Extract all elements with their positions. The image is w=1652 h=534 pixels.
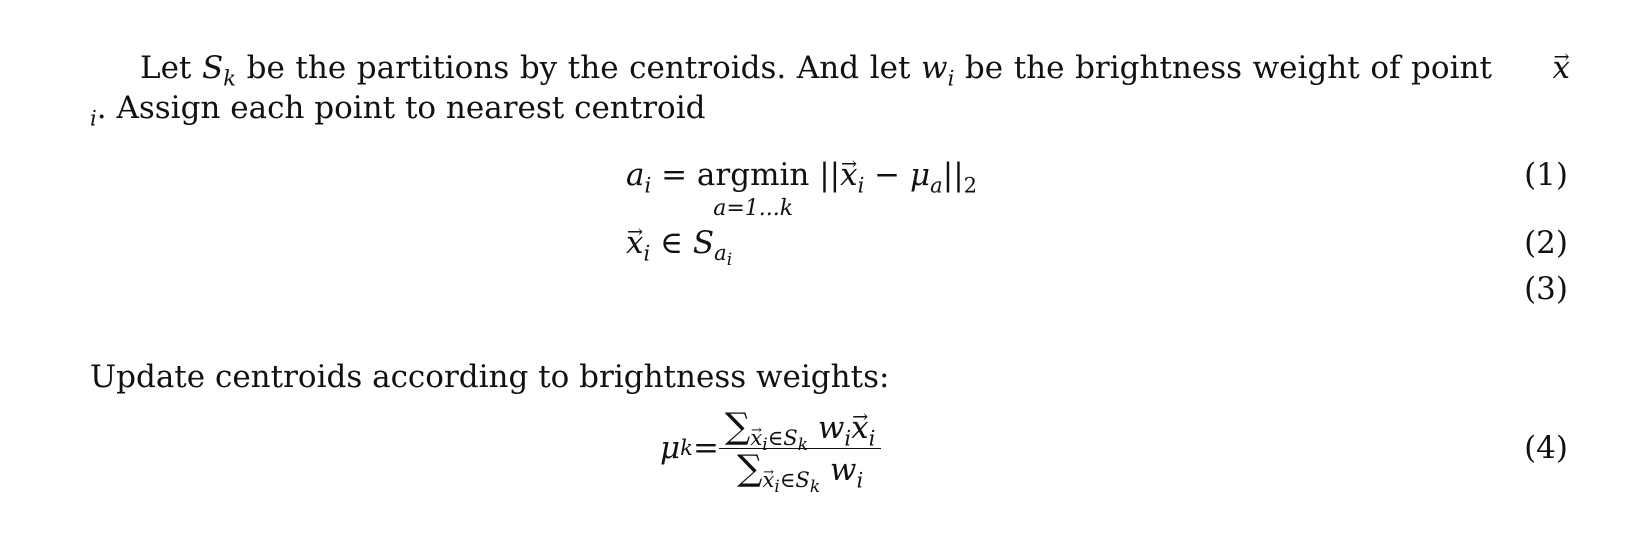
math-vector-x: → x — [851, 408, 868, 448]
fraction-denominator — [731, 447, 869, 496]
text-run: Let — [140, 50, 202, 86]
math-subscript-i: i — [868, 424, 876, 450]
math-subscript-a-i — [714, 240, 733, 270]
argmin-subscript: a=1...k — [713, 196, 794, 221]
math-element-of: ∈ — [779, 466, 796, 492]
equation-1 — [626, 155, 978, 221]
math-vector-x: → x — [1503, 48, 1570, 88]
math-subscript-i: i — [643, 240, 651, 266]
math-a: a — [714, 240, 727, 266]
math-w: w — [921, 50, 948, 86]
math-subscript-i: i — [774, 475, 780, 496]
text-run: . Assign each point to nearest centroid — [96, 90, 706, 126]
equation-number-3: (3) — [1524, 271, 1568, 307]
math-subscript-i: i — [856, 466, 864, 492]
math-subscript-i: i — [844, 424, 852, 450]
math-equals: = — [651, 157, 697, 193]
math-subscript-i: i — [947, 65, 955, 91]
equation-2 — [626, 223, 733, 270]
argmin-label: argmin — [696, 157, 810, 193]
text-run: be the partitions by the centroids. And let — [236, 50, 922, 86]
equation-number-4: (4) — [1524, 430, 1568, 466]
math-subscript-i: i — [762, 433, 768, 454]
math-subscript-k: k — [223, 65, 237, 91]
fraction-numerator — [719, 405, 881, 454]
math-equals: = — [692, 430, 719, 466]
fraction — [719, 405, 881, 496]
math-vector-x: → x — [840, 155, 857, 195]
equation-4: μ k = $\frac{\sum_{x_i\in S_k} w_i\to x_i}{\sum_{x_i\in S_k} w_i}$ — [660, 403, 881, 493]
math-S: S — [202, 50, 224, 86]
math-subscript-a: a — [930, 172, 943, 198]
argmin-operator — [696, 155, 810, 221]
math-subscript-k: k — [809, 475, 821, 496]
math-subscript-i: i — [857, 172, 865, 198]
equation-number-2: (2) — [1524, 225, 1568, 261]
sum-subscript: xi∈Sk — [750, 424, 808, 454]
math-S: S — [783, 424, 798, 450]
math-subscript-i: i — [644, 172, 652, 198]
paragraph-intro — [90, 48, 1570, 131]
sum-symbol: ∑ — [724, 405, 751, 447]
math-subscript-i: i — [90, 105, 97, 131]
math-minus: − — [864, 157, 911, 193]
math-subscript-2: 2 — [963, 172, 978, 198]
math-S: S — [692, 225, 715, 261]
math-norm-close: || — [942, 157, 964, 193]
math-element-of: ∈ — [767, 424, 784, 450]
math-w: w — [817, 409, 845, 446]
sum-subscript: xi∈Sk — [762, 466, 821, 496]
math-element-of: ∈ — [650, 225, 693, 261]
math-a: a — [626, 157, 645, 193]
equation-number-1: (1) — [1524, 157, 1568, 193]
math-mu: μ — [660, 430, 681, 466]
text-run: be the brightness weight of point — [954, 50, 1503, 86]
math-S: S — [795, 466, 810, 492]
sum-symbol: ∑ — [737, 447, 763, 489]
math-mu: μ — [910, 157, 931, 193]
math-vector-x: → x — [626, 223, 643, 263]
math-w: w — [829, 451, 857, 488]
paragraph-update: Update centroids according to brightness weights: — [90, 359, 890, 395]
math-norm-open: || — [809, 157, 841, 193]
math-subscript-k: k — [797, 433, 808, 454]
math-subscript-i: i — [726, 249, 733, 270]
